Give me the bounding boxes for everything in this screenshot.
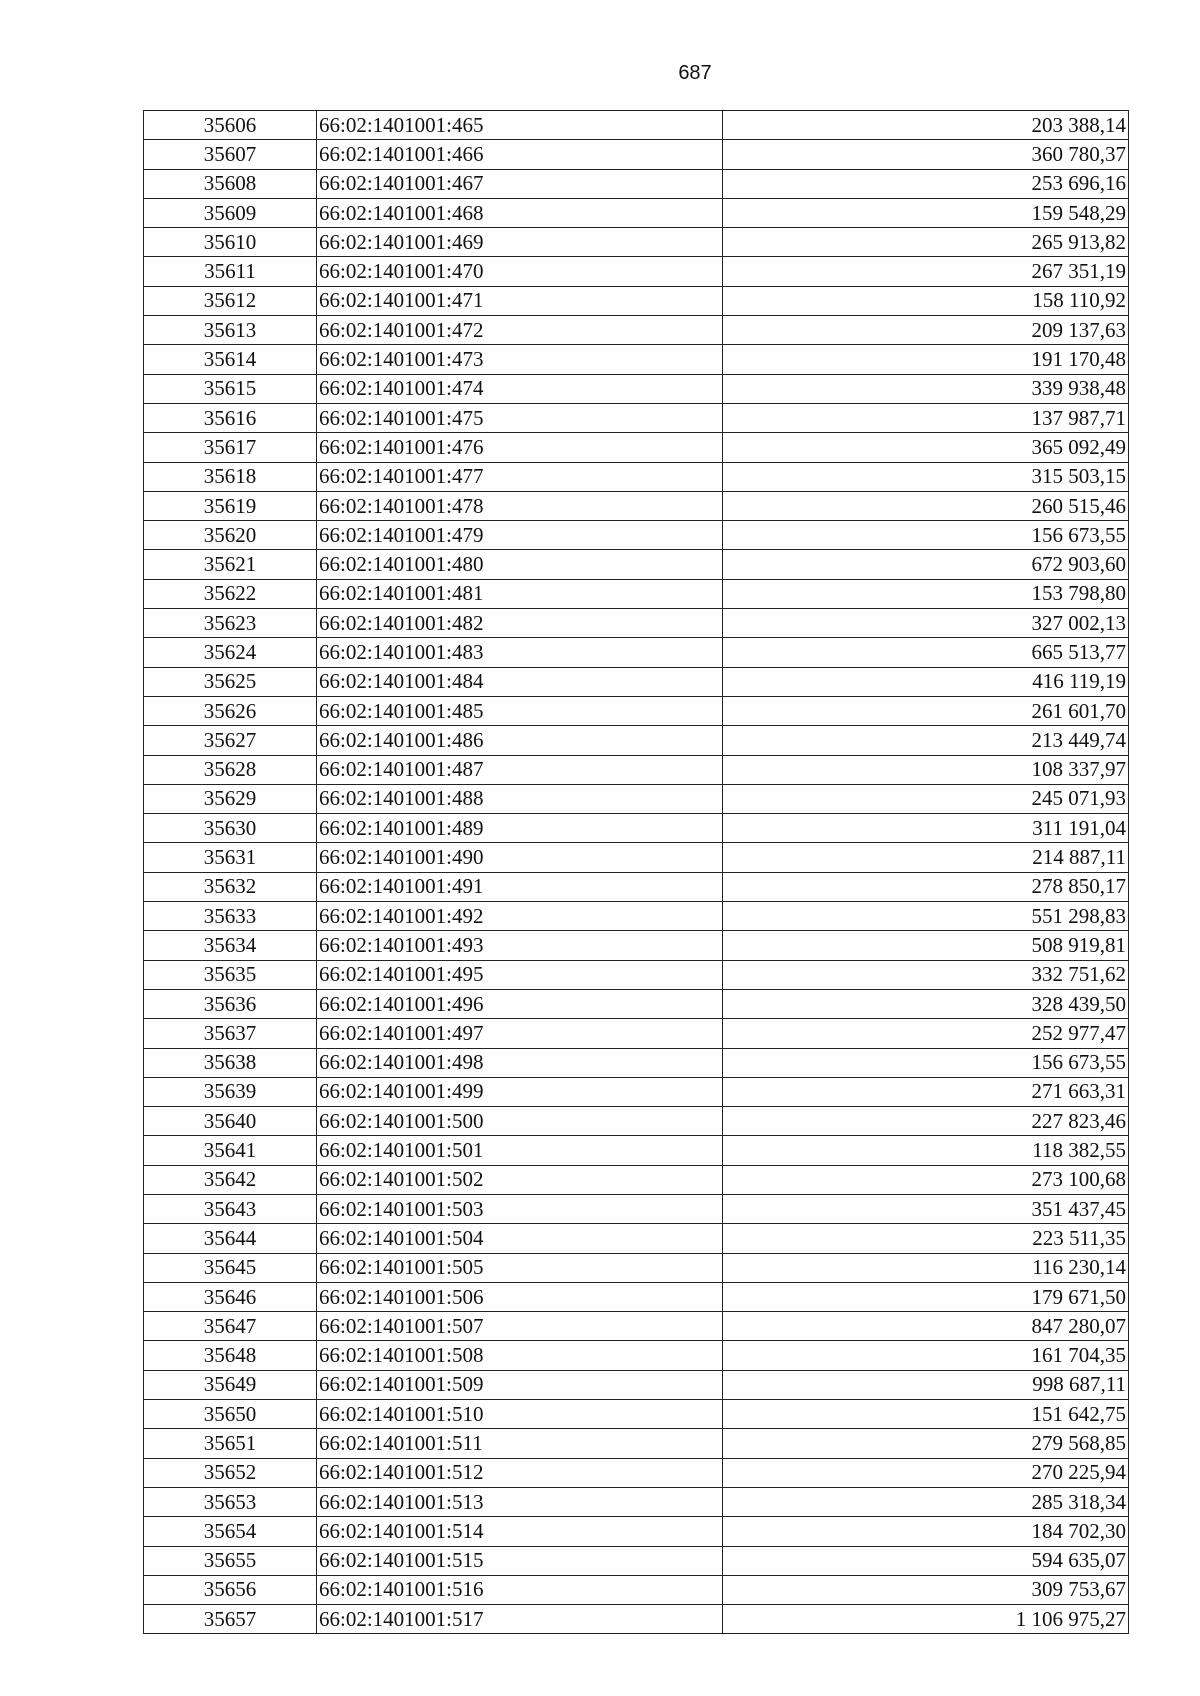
- cadastral-value-cell: 328 439,50: [723, 989, 1129, 1018]
- table-row: [144, 960, 1129, 989]
- cadastral-number-cell: 66:02:1401001:496: [317, 989, 723, 1018]
- table-row: [144, 1048, 1129, 1077]
- cadastral-number-cell: 66:02:1401001:489: [317, 814, 723, 843]
- cadastral-value-cell: 118 382,55: [723, 1136, 1129, 1165]
- table-row: [144, 521, 1129, 550]
- row-number-cell: 35623: [144, 609, 317, 638]
- table-row: [144, 140, 1129, 169]
- table-row: [144, 491, 1129, 520]
- cadastral-value-cell: 252 977,47: [723, 1019, 1129, 1048]
- row-number-cell: 35606: [144, 111, 317, 140]
- row-number-cell: 35607: [144, 140, 317, 169]
- row-number-cell: 35609: [144, 198, 317, 227]
- cadastral-number-cell: 66:02:1401001:467: [317, 169, 723, 198]
- row-number-cell: 35655: [144, 1546, 317, 1575]
- table-row: [144, 111, 1129, 140]
- cadastral-value-cell: 365 092,49: [723, 433, 1129, 462]
- cadastral-number-cell: 66:02:1401001:500: [317, 1107, 723, 1136]
- table-row: [144, 316, 1129, 345]
- cadastral-number-cell: 66:02:1401001:509: [317, 1370, 723, 1399]
- table-row: [144, 403, 1129, 432]
- table-row: [144, 1341, 1129, 1370]
- cadastral-value-cell: 273 100,68: [723, 1165, 1129, 1194]
- cadastral-value-cell: 332 751,62: [723, 960, 1129, 989]
- cadastral-value-cell: 191 170,48: [723, 345, 1129, 374]
- table-row: [144, 814, 1129, 843]
- cadastral-number-cell: 66:02:1401001:497: [317, 1019, 723, 1048]
- row-number-cell: 35608: [144, 169, 317, 198]
- row-number-cell: 35647: [144, 1312, 317, 1341]
- cadastral-value-cell: 416 119,19: [723, 667, 1129, 696]
- table-row: [144, 1605, 1129, 1634]
- cadastral-number-cell: 66:02:1401001:469: [317, 228, 723, 257]
- cadastral-value-cell: 360 780,37: [723, 140, 1129, 169]
- cadastral-value-cell: 209 137,63: [723, 316, 1129, 345]
- row-number-cell: 35651: [144, 1429, 317, 1458]
- cadastral-value-cell: 153 798,80: [723, 579, 1129, 608]
- row-number-cell: 35632: [144, 872, 317, 901]
- cadastral-value-cell: 137 987,71: [723, 403, 1129, 432]
- row-number-cell: 35625: [144, 667, 317, 696]
- table-row: [144, 345, 1129, 374]
- table-row: [144, 257, 1129, 286]
- cadastral-value-cell: 203 388,14: [723, 111, 1129, 140]
- cadastral-number-cell: 66:02:1401001:472: [317, 316, 723, 345]
- table-row: [144, 696, 1129, 725]
- row-number-cell: 35627: [144, 726, 317, 755]
- cadastral-number-cell: 66:02:1401001:514: [317, 1517, 723, 1546]
- cadastral-value-cell: 214 887,11: [723, 843, 1129, 872]
- table-row: [144, 1400, 1129, 1429]
- cadastral-number-cell: 66:02:1401001:475: [317, 403, 723, 432]
- cadastral-value-cell: 108 337,97: [723, 755, 1129, 784]
- table-body: [144, 111, 1129, 1634]
- row-number-cell: 35646: [144, 1282, 317, 1311]
- table-row: [144, 638, 1129, 667]
- page-number: 687: [678, 62, 712, 84]
- cadastral-number-cell: 66:02:1401001:483: [317, 638, 723, 667]
- row-number-cell: 35614: [144, 345, 317, 374]
- cadastral-number-cell: 66:02:1401001:498: [317, 1048, 723, 1077]
- row-number-cell: 35629: [144, 784, 317, 813]
- cadastral-value-cell: 260 515,46: [723, 491, 1129, 520]
- cadastral-value-cell: 271 663,31: [723, 1077, 1129, 1106]
- row-number-cell: 35618: [144, 462, 317, 491]
- cadastral-value-cell: 156 673,55: [723, 1048, 1129, 1077]
- cadastral-number-cell: 66:02:1401001:481: [317, 579, 723, 608]
- cadastral-number-cell: 66:02:1401001:504: [317, 1224, 723, 1253]
- cadastral-number-cell: 66:02:1401001:506: [317, 1282, 723, 1311]
- row-number-cell: 35642: [144, 1165, 317, 1194]
- cadastral-number-cell: 66:02:1401001:508: [317, 1341, 723, 1370]
- cadastral-number-cell: 66:02:1401001:493: [317, 931, 723, 960]
- cadastral-number-cell: 66:02:1401001:511: [317, 1429, 723, 1458]
- row-number-cell: 35653: [144, 1487, 317, 1516]
- table-row: [144, 1107, 1129, 1136]
- cadastral-number-cell: 66:02:1401001:484: [317, 667, 723, 696]
- row-number-cell: 35639: [144, 1077, 317, 1106]
- table-row: [144, 1487, 1129, 1516]
- cadastral-number-cell: 66:02:1401001:482: [317, 609, 723, 638]
- cadastral-number-cell: 66:02:1401001:512: [317, 1458, 723, 1487]
- cadastral-number-cell: 66:02:1401001:479: [317, 521, 723, 550]
- cadastral-value-cell: 270 225,94: [723, 1458, 1129, 1487]
- cadastral-number-cell: 66:02:1401001:485: [317, 696, 723, 725]
- cadastral-value-cell: 161 704,35: [723, 1341, 1129, 1370]
- cadastral-value-cell: 116 230,14: [723, 1253, 1129, 1282]
- row-number-cell: 35643: [144, 1194, 317, 1223]
- table-row: [144, 1077, 1129, 1106]
- row-number-cell: 35622: [144, 579, 317, 608]
- cadastral-number-cell: 66:02:1401001:465: [317, 111, 723, 140]
- cadastral-number-cell: 66:02:1401001:471: [317, 286, 723, 315]
- table-row: [144, 1517, 1129, 1546]
- row-number-cell: 35638: [144, 1048, 317, 1077]
- table-row: [144, 726, 1129, 755]
- table-row: [144, 1429, 1129, 1458]
- cadastral-number-cell: 66:02:1401001:507: [317, 1312, 723, 1341]
- cadastral-number-cell: 66:02:1401001:513: [317, 1487, 723, 1516]
- cadastral-number-cell: 66:02:1401001:502: [317, 1165, 723, 1194]
- cadastral-value-cell: 245 071,93: [723, 784, 1129, 813]
- table-row: [144, 286, 1129, 315]
- table-row: [144, 931, 1129, 960]
- table-row: [144, 550, 1129, 579]
- table-row: [144, 609, 1129, 638]
- cadastral-value-cell: 279 568,85: [723, 1429, 1129, 1458]
- cadastral-number-cell: 66:02:1401001:492: [317, 902, 723, 931]
- row-number-cell: 35619: [144, 491, 317, 520]
- table-row: [144, 1575, 1129, 1604]
- cadastral-number-cell: 66:02:1401001:473: [317, 345, 723, 374]
- row-number-cell: 35620: [144, 521, 317, 550]
- cadastral-number-cell: 66:02:1401001:516: [317, 1575, 723, 1604]
- row-number-cell: 35641: [144, 1136, 317, 1165]
- cadastral-value-cell: 998 687,11: [723, 1370, 1129, 1399]
- row-number-cell: 35637: [144, 1019, 317, 1048]
- cadastral-number-cell: 66:02:1401001:499: [317, 1077, 723, 1106]
- cadastral-number-cell: 66:02:1401001:466: [317, 140, 723, 169]
- row-number-cell: 35644: [144, 1224, 317, 1253]
- cadastral-value-cell: 184 702,30: [723, 1517, 1129, 1546]
- row-number-cell: 35652: [144, 1458, 317, 1487]
- table-row: [144, 755, 1129, 784]
- cadastral-value-cell: 508 919,81: [723, 931, 1129, 960]
- cadastral-value-cell: 227 823,46: [723, 1107, 1129, 1136]
- cadastral-value-cell: 156 673,55: [723, 521, 1129, 550]
- row-number-cell: 35616: [144, 403, 317, 432]
- cadastral-value-cell: 339 938,48: [723, 374, 1129, 403]
- table-row: [144, 1370, 1129, 1399]
- cadastral-number-cell: 66:02:1401001:503: [317, 1194, 723, 1223]
- table-row: [144, 228, 1129, 257]
- row-number-cell: 35657: [144, 1605, 317, 1634]
- table-row: [144, 1546, 1129, 1575]
- row-number-cell: 35611: [144, 257, 317, 286]
- table-row: [144, 784, 1129, 813]
- cadastral-value-cell: 179 671,50: [723, 1282, 1129, 1311]
- cadastral-number-cell: 66:02:1401001:480: [317, 550, 723, 579]
- cadastral-number-cell: 66:02:1401001:501: [317, 1136, 723, 1165]
- row-number-cell: 35610: [144, 228, 317, 257]
- cadastral-number-cell: 66:02:1401001:495: [317, 960, 723, 989]
- table-row: [144, 1165, 1129, 1194]
- table-row: [144, 579, 1129, 608]
- table-row: [144, 1282, 1129, 1311]
- row-number-cell: 35649: [144, 1370, 317, 1399]
- row-number-cell: 35624: [144, 638, 317, 667]
- table-row: [144, 462, 1129, 491]
- cadastral-value-cell: 594 635,07: [723, 1546, 1129, 1575]
- row-number-cell: 35640: [144, 1107, 317, 1136]
- cadastral-value-cell: 1 106 975,27: [723, 1605, 1129, 1634]
- row-number-cell: 35648: [144, 1341, 317, 1370]
- cadastral-number-cell: 66:02:1401001:487: [317, 755, 723, 784]
- table-row: [144, 1194, 1129, 1223]
- row-number-cell: 35633: [144, 902, 317, 931]
- cadastral-value-table: [143, 110, 1129, 1634]
- cadastral-value-cell: 253 696,16: [723, 169, 1129, 198]
- cadastral-value-cell: 158 110,92: [723, 286, 1129, 315]
- row-number-cell: 35631: [144, 843, 317, 872]
- row-number-cell: 35635: [144, 960, 317, 989]
- cadastral-value-cell: 265 913,82: [723, 228, 1129, 257]
- table-row: [144, 667, 1129, 696]
- table-row: [144, 374, 1129, 403]
- table-row: [144, 1312, 1129, 1341]
- table-row: [144, 433, 1129, 462]
- cadastral-value-cell: 315 503,15: [723, 462, 1129, 491]
- cadastral-number-cell: 66:02:1401001:468: [317, 198, 723, 227]
- row-number-cell: 35613: [144, 316, 317, 345]
- cadastral-number-cell: 66:02:1401001:474: [317, 374, 723, 403]
- cadastral-value-cell: 213 449,74: [723, 726, 1129, 755]
- cadastral-value-cell: 261 601,70: [723, 696, 1129, 725]
- cadastral-value-cell: 551 298,83: [723, 902, 1129, 931]
- table-row: [144, 902, 1129, 931]
- row-number-cell: 35654: [144, 1517, 317, 1546]
- row-number-cell: 35650: [144, 1400, 317, 1429]
- cadastral-value-cell: 847 280,07: [723, 1312, 1129, 1341]
- table-row: [144, 198, 1129, 227]
- table-row: [144, 872, 1129, 901]
- cadastral-value-cell: 311 191,04: [723, 814, 1129, 843]
- cadastral-number-cell: 66:02:1401001:515: [317, 1546, 723, 1575]
- cadastral-value-cell: 665 513,77: [723, 638, 1129, 667]
- row-number-cell: 35628: [144, 755, 317, 784]
- cadastral-number-cell: 66:02:1401001:470: [317, 257, 723, 286]
- row-number-cell: 35634: [144, 931, 317, 960]
- row-number-cell: 35621: [144, 550, 317, 579]
- cadastral-value-cell: 672 903,60: [723, 550, 1129, 579]
- cadastral-number-cell: 66:02:1401001:476: [317, 433, 723, 462]
- row-number-cell: 35656: [144, 1575, 317, 1604]
- table-row: [144, 843, 1129, 872]
- cadastral-value-cell: 159 548,29: [723, 198, 1129, 227]
- table-row: [144, 1136, 1129, 1165]
- cadastral-number-cell: 66:02:1401001:488: [317, 784, 723, 813]
- cadastral-value-cell: 285 318,34: [723, 1487, 1129, 1516]
- cadastral-value-cell: 309 753,67: [723, 1575, 1129, 1604]
- cadastral-number-cell: 66:02:1401001:486: [317, 726, 723, 755]
- row-number-cell: 35617: [144, 433, 317, 462]
- cadastral-number-cell: 66:02:1401001:505: [317, 1253, 723, 1282]
- cadastral-number-cell: 66:02:1401001:477: [317, 462, 723, 491]
- row-number-cell: 35636: [144, 989, 317, 1018]
- row-number-cell: 35630: [144, 814, 317, 843]
- cadastral-number-cell: 66:02:1401001:510: [317, 1400, 723, 1429]
- table-row: [144, 169, 1129, 198]
- row-number-cell: 35626: [144, 696, 317, 725]
- cadastral-value-cell: 327 002,13: [723, 609, 1129, 638]
- cadastral-number-cell: 66:02:1401001:478: [317, 491, 723, 520]
- cadastral-value-cell: 278 850,17: [723, 872, 1129, 901]
- row-number-cell: 35645: [144, 1253, 317, 1282]
- cadastral-value-cell: 223 511,35: [723, 1224, 1129, 1253]
- cadastral-value-cell: 351 437,45: [723, 1194, 1129, 1223]
- table-row: [144, 1224, 1129, 1253]
- row-number-cell: 35615: [144, 374, 317, 403]
- table-row: [144, 1458, 1129, 1487]
- cadastral-number-cell: 66:02:1401001:491: [317, 872, 723, 901]
- cadastral-number-cell: 66:02:1401001:517: [317, 1605, 723, 1634]
- table-row: [144, 1019, 1129, 1048]
- table-row: [144, 989, 1129, 1018]
- cadastral-value-cell: 267 351,19: [723, 257, 1129, 286]
- row-number-cell: 35612: [144, 286, 317, 315]
- cadastral-value-cell: 151 642,75: [723, 1400, 1129, 1429]
- table-row: [144, 1253, 1129, 1282]
- cadastral-number-cell: 66:02:1401001:490: [317, 843, 723, 872]
